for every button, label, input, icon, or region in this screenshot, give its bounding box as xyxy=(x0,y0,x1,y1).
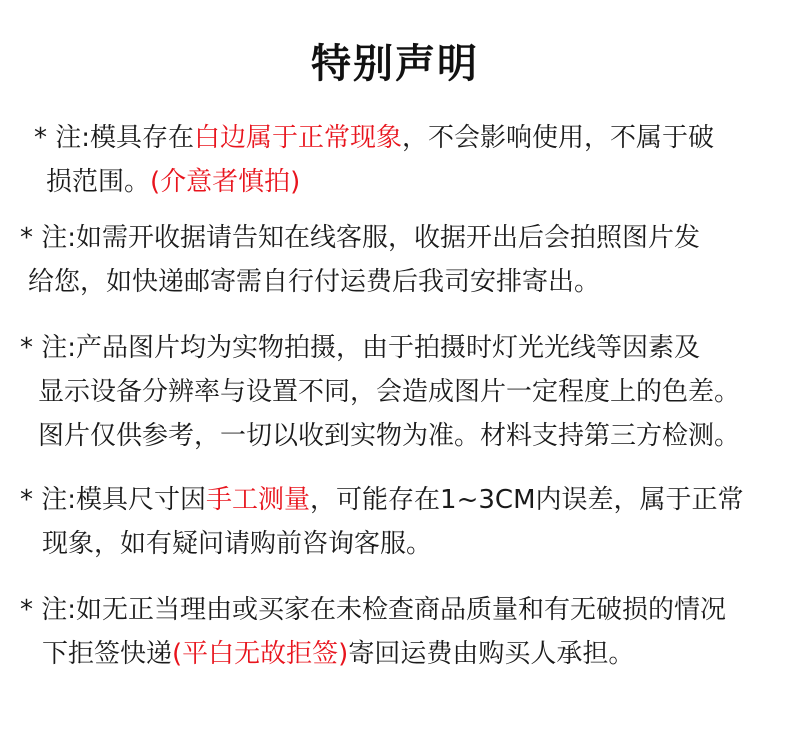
note-text: ，不会影响使用，不属于破 xyxy=(402,123,715,153)
note-text: 损范围。 xyxy=(46,167,151,197)
note-line: * 注:如需开收据请告知在线客服，收据开出后会拍照图片发 xyxy=(20,223,701,253)
note-line xyxy=(20,478,744,522)
note-text: ，可能存在1~3CM内误差，属于正常 xyxy=(310,485,744,515)
page-title: 特别声明 xyxy=(311,41,479,87)
note-line: 显示设备分辨率与设置不同，会造成图片一定程度上的色差。 xyxy=(38,377,741,407)
note-text: 寄回运费由购买人承担。 xyxy=(348,639,635,669)
note-line xyxy=(34,116,714,160)
note-size-error xyxy=(20,478,744,566)
highlight-text: (平白无故拒签) xyxy=(172,639,349,669)
highlight-text: (介意者慎拍) xyxy=(150,167,301,197)
note-mold-edge xyxy=(34,116,714,204)
highlight-text: 手工测量 xyxy=(206,485,311,515)
note-line xyxy=(20,632,726,676)
note-photo-color xyxy=(20,326,740,458)
note-text: * 注:模具尺寸因 xyxy=(20,485,207,515)
note-text: 下拒签快递 xyxy=(42,639,173,669)
note-text: * 注:模具存在 xyxy=(34,123,195,153)
note-rejection xyxy=(20,588,726,676)
note-line: 给您，如快递邮寄需自行付运费后我司安排寄出。 xyxy=(28,267,601,297)
note-line: * 注:如无正当理由或买家在未检查商品质量和有无破损的情况 xyxy=(20,595,727,625)
note-line: 现象，如有疑问请购前咨询客服。 xyxy=(42,529,433,559)
highlight-text: 白边属于正常现象 xyxy=(194,123,403,153)
note-line xyxy=(34,160,714,204)
note-line: 图片仅供参考，一切以收到实物为准。材料支持第三方检测。 xyxy=(38,421,741,451)
note-line: * 注:产品图片均为实物拍摄，由于拍摄时灯光光线等因素及 xyxy=(20,333,701,363)
note-receipt xyxy=(20,216,700,304)
